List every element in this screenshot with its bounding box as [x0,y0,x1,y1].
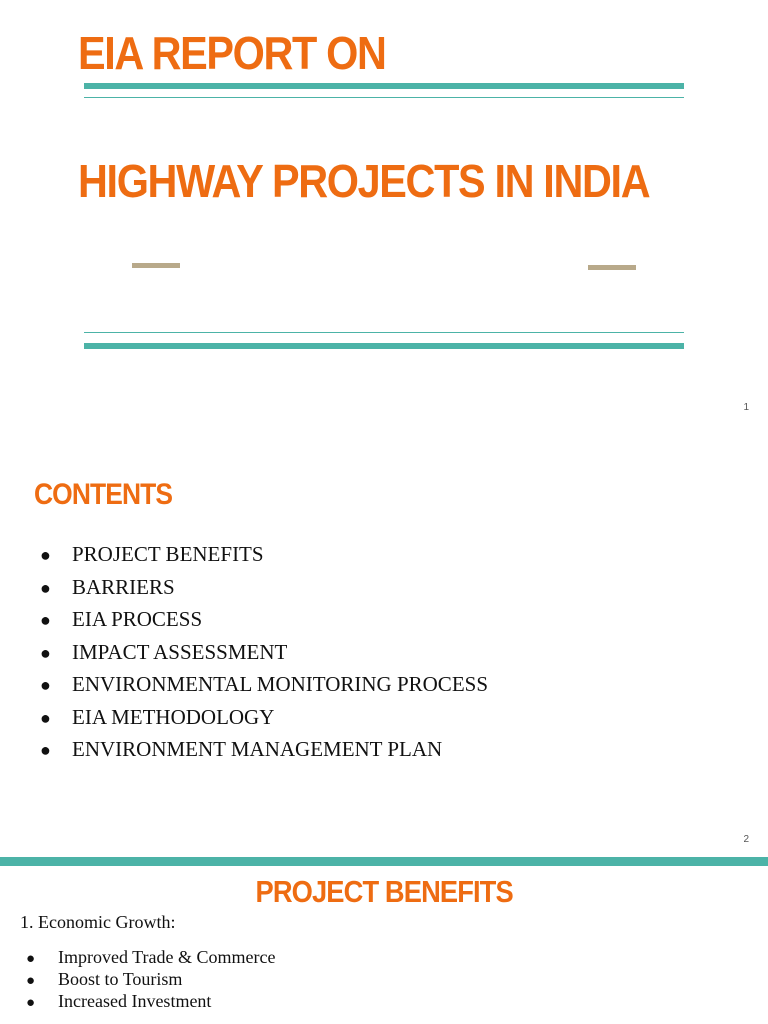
contents-heading: CONTENTS [34,478,173,511]
bullet-icon: ● [40,740,51,760]
list-item: ● IMPACT ASSESSMENT [40,636,488,669]
project-benefits-slide [0,866,768,1024]
list-item: ● Improved Trade & Commerce [26,946,275,968]
list-item: ● Boost to Tourism [26,968,275,990]
bottom-thick-rule [84,343,684,349]
list-item: ● BARRIERS [40,571,488,604]
bullet-icon: ● [26,973,36,989]
left-accent-dash [132,263,180,268]
bullet-icon: ● [40,545,51,565]
bullet-icon: ● [26,951,36,967]
contents-list [40,538,488,766]
benefits-list [26,946,275,1012]
top-thin-rule [84,97,684,98]
title-line-2: HIGHWAY PROJECTS IN INDIA [78,155,650,207]
bullet-icon: ● [40,675,51,695]
bottom-thin-rule [84,332,684,333]
title-line-1: EIA REPORT ON [78,27,386,79]
list-item: ● EIA METHODOLOGY [40,701,488,734]
economic-growth-subheading: 1. Economic Growth: [20,912,176,932]
bullet-icon: ● [40,577,51,598]
top-thick-rule [84,83,684,89]
page-number: 2 [743,834,749,845]
list-item: ● ENVIRONMENTAL MONITORING PROCESS [40,668,488,701]
bullet-icon: ● [26,995,36,1011]
list-item: ● PROJECT BENEFITS [40,538,488,571]
list-item: ● Increased Investment [26,990,275,1012]
bullet-icon: ● [40,610,51,630]
slide-divider-rule [0,857,768,866]
contents-slide [0,430,768,857]
project-benefits-heading: PROJECT BENEFITS [255,874,513,909]
bullet-icon: ● [40,707,51,728]
list-item: ● ENVIRONMENT MANAGEMENT PLAN [40,733,488,766]
title-slide [0,0,768,430]
page-number: 1 [743,402,749,413]
right-accent-dash [588,265,636,270]
bullet-icon: ● [40,642,51,663]
list-item: ● EIA PROCESS [40,603,488,636]
